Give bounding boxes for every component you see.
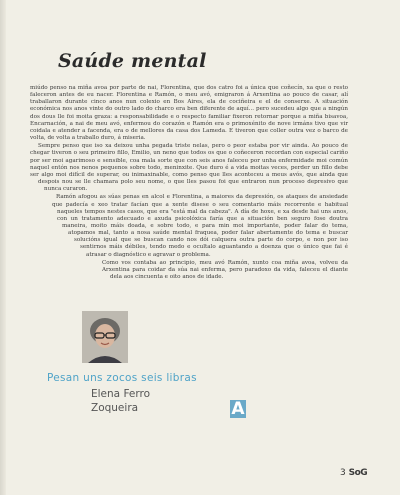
- article-paragraph: Sempre penso que iso xa deixou unha pegada triste nelas, pero o peor estaba por vir ainda. Ao pouco de chegar tiveron o seu primeiro fillo, Emilio, un neno que todos os que o coñeceron recordan con especial cariño por ser moi agarimoso e sensible, coa mala sorte que con seis anos faleceu por unha enfermidade moi común naquel entón nos nenos pequenos sobre todo, meninxite. Que duro é a vida moitas veces, perder un fillo debe ser algo moi difícil de superar, ou inimaxinable, como penso que lles aconteceu a meus avós, que ainda que despois nou se lle chamara polo seu nome, o que lles pasou foi que entraron nun proceso depresivo que nunca curaron.: [30, 143, 348, 193]
- byline-quote: Pesan uns zocos seis libras: [47, 372, 197, 384]
- dropcap: A: [231, 399, 245, 419]
- author-name: Elena Ferro: [91, 388, 151, 400]
- article-title: Saúde mental: [58, 50, 207, 72]
- article-paragraph: Ramón afogou as súas penas en alcol e Florentina, a maiores da depresión, os ataques de ansiedade que padecía e xeo tratar facían que a xente disese o seu comentario máis recorrente e habitual naqueles tempos nestes casos, que era "está mal da cabeza". A día de hoxe, e xa desde hai uns anos, con un tratamento adecuado e axuda psicolóxica faría que a situación ben seguro fose doutra maneira, moito máis doada, e sobre todo, e para min moi importante, poder falar do tema, atopamos mal, tanto a nosa saúde mental fraquea, poder falar abertamente do tema e buscar solucións igual que se buscan cando nos dói calquera outra parte do corpo, e non por iso sentirnos máis débiles, tendo medo e ocultalo aguantando a doenza que o único que fai é atrasar o diagnóstico e agravar o problema.: [52, 194, 348, 258]
- page-edge: [0, 0, 6, 495]
- author-portrait: [82, 311, 128, 363]
- page-footer: [340, 468, 367, 478]
- article-paragraph: Como vos contaba ao principio, meu avó Ramón, xunto coa miña avoa, volveu da Arxentina para coidar da súa nai enferma, pero paradoxo da vida, faleceu el diante dela aos cincuenta e oito anos de idade.: [102, 259, 348, 281]
- author-role: Zoqueira: [91, 402, 139, 414]
- article-paragraph: miúdo penso na miña avoa por parte de nai, Florentina, que dos catro foi a única que coñecín, xa que o resto faleceron antes de eu nacer. Florentina e Ramón, o meu avó, emigraron á Arxentina ao pouco de casar, alí traballaron durante cinco anos nun colexio en Bos Aires, ela de cociñeira e el de conserxe. A situación económica nos anos vinte do outro lado do charco era ben diferente de aquí... pero sucedeu algo que a ningún dos dous lle foi moita graza: a responsabilidade e o respecto familiar fixeron retornar porque a miña bisavoa, Encarnación, a nai de meu avó, enfermou do corazón e Ramón era o primoxénito de nove irmáns tivo que vir coidala e atender a facenda, era o de mellores da casa dos Lameda. E tiveron que coller outra vez o barco de volta, de volta a traballo duro, á miseria.: [30, 85, 348, 142]
- article-body: [30, 85, 348, 418]
- page-number: 3: [340, 468, 346, 478]
- publication-logo: SoG: [348, 468, 368, 478]
